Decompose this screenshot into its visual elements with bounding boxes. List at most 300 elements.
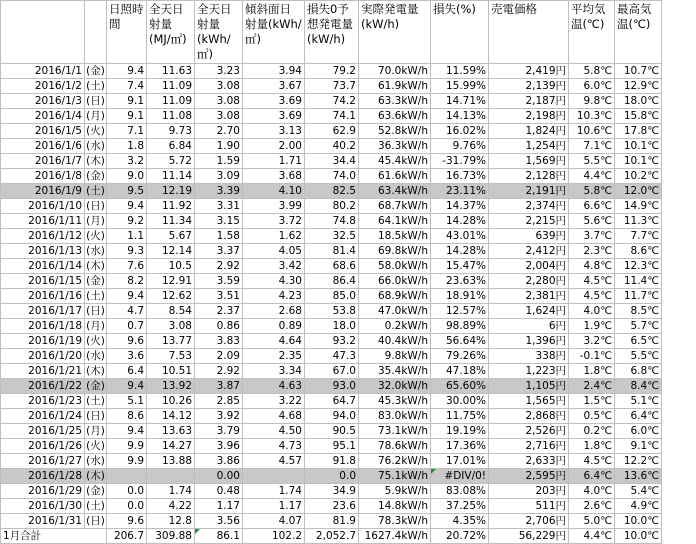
avg-temp-cell[interactable]: 0.2℃ (569, 424, 615, 439)
loss-cell[interactable]: 14.71% (431, 94, 489, 109)
date-cell[interactable]: 2016/1/28 (1, 469, 85, 484)
irradiation-mj-cell[interactable]: 13.63 (147, 424, 195, 439)
irradiation-mj-cell[interactable]: 12.8 (147, 514, 195, 529)
tilt-irradiation-cell[interactable]: 1.17 (243, 499, 305, 514)
avg-temp-cell[interactable]: 3.7℃ (569, 229, 615, 244)
loss-cell[interactable]: #DIV/0! (431, 469, 489, 484)
loss-cell[interactable]: 14.28% (431, 244, 489, 259)
actual-cell[interactable]: 5.9kW/h (359, 484, 431, 499)
avg-temp-cell[interactable]: 10.6℃ (569, 124, 615, 139)
sunshine-cell[interactable]: 9.6 (107, 514, 147, 529)
max-temp-cell[interactable]: 10.2℃ (615, 169, 662, 184)
max-temp-cell[interactable]: 6.4℃ (615, 409, 662, 424)
loss-cell[interactable]: 37.25% (431, 499, 489, 514)
tilt-irradiation-cell[interactable]: 4.50 (243, 424, 305, 439)
sunshine-cell[interactable]: 9.1 (107, 109, 147, 124)
sunshine-cell[interactable]: 9.4 (107, 379, 147, 394)
tilt-irradiation-cell[interactable]: 4.05 (243, 244, 305, 259)
sunshine-cell[interactable]: 3.6 (107, 349, 147, 364)
tilt-irradiation-cell[interactable]: 3.68 (243, 169, 305, 184)
sunshine-cell[interactable]: 9.4 (107, 424, 147, 439)
sunshine-cell[interactable]: 0.0 (107, 484, 147, 499)
weekday-cell[interactable]: (日) (86, 409, 105, 422)
price-cell[interactable]: 1,569円 (489, 154, 569, 169)
max-temp-cell[interactable]: 7.7℃ (615, 229, 662, 244)
date-cell[interactable]: 2016/1/7 (1, 154, 85, 169)
sunshine-cell[interactable]: 4.7 (107, 304, 147, 319)
irradiation-kwh-cell[interactable]: 3.96 (195, 439, 243, 454)
loss-cell[interactable]: 98.89% (431, 319, 489, 334)
sunshine-cell[interactable]: 0.0 (107, 499, 147, 514)
irradiation-mj-cell[interactable]: 4.22 (147, 499, 195, 514)
weekday-cell[interactable]: (金) (86, 484, 105, 497)
price-cell[interactable]: 1,105円 (489, 379, 569, 394)
date-cell[interactable]: 2016/1/17 (1, 304, 85, 319)
predicted-cell[interactable]: 93.2 (305, 334, 359, 349)
weekday-cell[interactable]: (水) (86, 454, 105, 467)
predicted-cell[interactable]: 18.0 (305, 319, 359, 334)
actual-cell[interactable]: 45.4kW/h (359, 154, 431, 169)
avg-temp-cell[interactable]: 5.5℃ (569, 154, 615, 169)
irradiation-kwh-cell[interactable]: 3.37 (195, 244, 243, 259)
irradiation-kwh-cell[interactable]: 3.87 (195, 379, 243, 394)
date-cell[interactable]: 2016/1/10 (1, 199, 85, 214)
max-temp-cell[interactable]: 10.7℃ (615, 64, 662, 79)
weekday-cell[interactable]: (土) (86, 499, 105, 512)
max-temp-cell[interactable]: 10.1℃ (615, 139, 662, 154)
date-cell[interactable]: 2016/1/12 (1, 229, 85, 244)
weekday-cell[interactable]: (火) (86, 334, 105, 347)
max-temp-cell[interactable]: 11.7℃ (615, 289, 662, 304)
actual-cell[interactable]: 63.6kW/h (359, 109, 431, 124)
irradiation-mj-cell[interactable]: 11.34 (147, 214, 195, 229)
price-cell[interactable]: 2,139円 (489, 79, 569, 94)
predicted-cell[interactable]: 90.5 (305, 424, 359, 439)
irradiation-kwh-cell[interactable]: 0.86 (195, 319, 243, 334)
price-cell[interactable]: 1,565円 (489, 394, 569, 409)
date-cell[interactable]: 2016/1/21 (1, 364, 85, 379)
loss-cell[interactable]: 14.13% (431, 109, 489, 124)
date-cell[interactable]: 2016/1/25 (1, 424, 85, 439)
loss-cell[interactable]: 18.91% (431, 289, 489, 304)
irradiation-mj-cell[interactable]: 13.77 (147, 334, 195, 349)
loss-cell[interactable]: 12.57% (431, 304, 489, 319)
loss-cell[interactable]: 14.28% (431, 214, 489, 229)
loss-cell[interactable]: 19.19% (431, 424, 489, 439)
sunshine-cell[interactable]: 1.1 (107, 229, 147, 244)
loss-cell[interactable]: 56.64% (431, 334, 489, 349)
max-temp-cell[interactable]: 10.1℃ (615, 154, 662, 169)
sunshine-cell[interactable]: 9.6 (107, 334, 147, 349)
max-temp-cell[interactable]: 5.5℃ (615, 349, 662, 364)
loss-cell[interactable]: 47.18% (431, 364, 489, 379)
total-sunshine[interactable]: 206.7 (107, 529, 147, 544)
irradiation-kwh-cell[interactable]: 2.37 (195, 304, 243, 319)
max-temp-cell[interactable]: 11.4℃ (615, 274, 662, 289)
predicted-cell[interactable]: 34.4 (305, 154, 359, 169)
tilt-irradiation-cell[interactable]: 3.13 (243, 124, 305, 139)
avg-temp-cell[interactable]: 0.5℃ (569, 409, 615, 424)
max-temp-cell[interactable]: 8.6℃ (615, 244, 662, 259)
irradiation-mj-cell[interactable]: 11.92 (147, 199, 195, 214)
max-temp-cell[interactable]: 12.9℃ (615, 79, 662, 94)
avg-temp-cell[interactable]: 5.0℃ (569, 514, 615, 529)
irradiation-kwh-cell[interactable]: 2.85 (195, 394, 243, 409)
total-max-temp[interactable]: 10.0℃ (615, 529, 662, 544)
loss-cell[interactable]: 23.11% (431, 184, 489, 199)
price-cell[interactable]: 2,706円 (489, 514, 569, 529)
total-actual[interactable]: 1627.4kW/h (359, 529, 431, 544)
total-loss[interactable]: 20.72% (431, 529, 489, 544)
header-cell-actual[interactable]: 実際発電量(kW/h) (359, 1, 431, 64)
irradiation-mj-cell[interactable]: 11.08 (147, 109, 195, 124)
max-temp-cell[interactable]: 6.0℃ (615, 424, 662, 439)
date-cell[interactable]: 2016/1/13 (1, 244, 85, 259)
total-avg-temp[interactable]: 4.4℃ (569, 529, 615, 544)
price-cell[interactable]: 2,215円 (489, 214, 569, 229)
irradiation-mj-cell[interactable]: 12.91 (147, 274, 195, 289)
weekday-cell[interactable]: (木) (86, 259, 105, 272)
max-temp-cell[interactable]: 13.6℃ (615, 469, 662, 484)
date-cell[interactable]: 2016/1/15 (1, 274, 85, 289)
irradiation-kwh-cell[interactable]: 3.08 (195, 94, 243, 109)
date-cell[interactable]: 2016/1/1 (1, 64, 85, 79)
date-cell[interactable]: 2016/1/26 (1, 439, 85, 454)
irradiation-mj-cell[interactable]: 5.67 (147, 229, 195, 244)
date-cell[interactable]: 2016/1/5 (1, 124, 85, 139)
max-temp-cell[interactable]: 5.1℃ (615, 394, 662, 409)
predicted-cell[interactable]: 74.8 (305, 214, 359, 229)
max-temp-cell[interactable]: 9.1℃ (615, 439, 662, 454)
header-cell-loss[interactable]: 損失(%) (431, 1, 489, 64)
loss-cell[interactable]: 15.99% (431, 79, 489, 94)
tilt-irradiation-cell[interactable]: 3.69 (243, 94, 305, 109)
avg-temp-cell[interactable]: 1.8℃ (569, 439, 615, 454)
sunshine-cell[interactable]: 3.2 (107, 154, 147, 169)
irradiation-kwh-cell[interactable]: 1.90 (195, 139, 243, 154)
max-temp-cell[interactable]: 5.4℃ (615, 484, 662, 499)
irradiation-kwh-cell[interactable]: 3.83 (195, 334, 243, 349)
predicted-cell[interactable]: 85.0 (305, 289, 359, 304)
loss-cell[interactable]: 17.36% (431, 439, 489, 454)
irradiation-mj-cell[interactable]: 1.74 (147, 484, 195, 499)
total-price[interactable]: 56,229円 (489, 529, 569, 544)
date-cell[interactable]: 2016/1/9 (1, 184, 85, 199)
avg-temp-cell[interactable]: 4.5℃ (569, 274, 615, 289)
irradiation-kwh-cell[interactable]: 3.39 (195, 184, 243, 199)
header-cell-tilt-irradiation[interactable]: 傾斜面日射量(kWh/㎡) (243, 1, 305, 64)
price-cell[interactable]: 1,254円 (489, 139, 569, 154)
predicted-cell[interactable]: 79.2 (305, 64, 359, 79)
avg-temp-cell[interactable]: 2.3℃ (569, 244, 615, 259)
tilt-irradiation-cell[interactable]: 4.23 (243, 289, 305, 304)
actual-cell[interactable]: 66.0kW/h (359, 274, 431, 289)
irradiation-kwh-cell[interactable]: 3.79 (195, 424, 243, 439)
tilt-irradiation-cell[interactable]: 2.68 (243, 304, 305, 319)
sunshine-cell[interactable]: 0.7 (107, 319, 147, 334)
tilt-irradiation-cell[interactable]: 4.30 (243, 274, 305, 289)
predicted-cell[interactable]: 81.9 (305, 514, 359, 529)
avg-temp-cell[interactable]: 7.1℃ (569, 139, 615, 154)
actual-cell[interactable]: 76.2kW/h (359, 454, 431, 469)
date-cell[interactable]: 2016/1/20 (1, 349, 85, 364)
total-predicted[interactable]: 2,052.7 (305, 529, 359, 544)
actual-cell[interactable]: 40.4kW/h (359, 334, 431, 349)
irradiation-kwh-cell[interactable]: 2.09 (195, 349, 243, 364)
actual-cell[interactable]: 47.0kW/h (359, 304, 431, 319)
sunshine-cell[interactable]: 1.8 (107, 139, 147, 154)
tilt-irradiation-cell[interactable]: 4.57 (243, 454, 305, 469)
actual-cell[interactable]: 70.0kW/h (359, 64, 431, 79)
sunshine-cell[interactable]: 7.6 (107, 259, 147, 274)
actual-cell[interactable]: 9.8kW/h (359, 349, 431, 364)
actual-cell[interactable]: 78.3kW/h (359, 514, 431, 529)
sunshine-cell[interactable]: 7.4 (107, 79, 147, 94)
weekday-cell[interactable]: (水) (86, 244, 105, 257)
sunshine-cell[interactable] (107, 469, 147, 484)
predicted-cell[interactable]: 62.9 (305, 124, 359, 139)
total-tilt-irradiation[interactable]: 102.2 (243, 529, 305, 544)
date-cell[interactable]: 2016/1/11 (1, 214, 85, 229)
sunshine-cell[interactable]: 9.3 (107, 244, 147, 259)
avg-temp-cell[interactable]: 3.2℃ (569, 334, 615, 349)
tilt-irradiation-cell[interactable]: 3.94 (243, 64, 305, 79)
loss-cell[interactable]: -31.79% (431, 154, 489, 169)
sunshine-cell[interactable]: 8.6 (107, 409, 147, 424)
irradiation-mj-cell[interactable]: 6.84 (147, 139, 195, 154)
irradiation-mj-cell[interactable] (147, 469, 195, 484)
weekday-cell[interactable]: (木) (86, 469, 105, 482)
max-temp-cell[interactable]: 17.8℃ (615, 124, 662, 139)
loss-cell[interactable]: 16.73% (431, 169, 489, 184)
date-cell[interactable]: 2016/1/18 (1, 319, 85, 334)
actual-cell[interactable]: 58.0kW/h (359, 259, 431, 274)
tilt-irradiation-cell[interactable]: 3.22 (243, 394, 305, 409)
predicted-cell[interactable]: 93.0 (305, 379, 359, 394)
weekday-cell[interactable]: (月) (86, 424, 105, 437)
avg-temp-cell[interactable]: 4.0℃ (569, 484, 615, 499)
avg-temp-cell[interactable]: 6.4℃ (569, 469, 615, 484)
tilt-irradiation-cell[interactable]: 2.35 (243, 349, 305, 364)
irradiation-mj-cell[interactable]: 13.92 (147, 379, 195, 394)
price-cell[interactable]: 2,412円 (489, 244, 569, 259)
tilt-irradiation-cell[interactable]: 3.69 (243, 109, 305, 124)
irradiation-kwh-cell[interactable]: 0.48 (195, 484, 243, 499)
max-temp-cell[interactable]: 4.9℃ (615, 499, 662, 514)
irradiation-mj-cell[interactable]: 12.14 (147, 244, 195, 259)
irradiation-mj-cell[interactable]: 11.14 (147, 169, 195, 184)
sunshine-cell[interactable]: 7.1 (107, 124, 147, 139)
loss-cell[interactable]: 16.02% (431, 124, 489, 139)
irradiation-kwh-cell[interactable]: 3.09 (195, 169, 243, 184)
avg-temp-cell[interactable]: 4.0℃ (569, 304, 615, 319)
weekday-cell[interactable]: (月) (86, 319, 105, 332)
actual-cell[interactable]: 18.5kW/h (359, 229, 431, 244)
irradiation-kwh-cell[interactable]: 3.15 (195, 214, 243, 229)
date-cell[interactable]: 2016/1/3 (1, 94, 85, 109)
weekday-cell[interactable]: (金) (86, 169, 105, 182)
irradiation-mj-cell[interactable]: 14.27 (147, 439, 195, 454)
actual-cell[interactable]: 68.7kW/h (359, 199, 431, 214)
price-cell[interactable]: 338円 (489, 349, 569, 364)
actual-cell[interactable]: 63.4kW/h (359, 184, 431, 199)
avg-temp-cell[interactable]: 2.6℃ (569, 499, 615, 514)
irradiation-mj-cell[interactable]: 3.08 (147, 319, 195, 334)
predicted-cell[interactable]: 64.7 (305, 394, 359, 409)
tilt-irradiation-cell[interactable]: 4.07 (243, 514, 305, 529)
price-cell[interactable]: 1,396円 (489, 334, 569, 349)
loss-cell[interactable]: 17.01% (431, 454, 489, 469)
avg-temp-cell[interactable]: 5.8℃ (569, 184, 615, 199)
irradiation-mj-cell[interactable]: 14.12 (147, 409, 195, 424)
avg-temp-cell[interactable]: 6.6℃ (569, 199, 615, 214)
max-temp-cell[interactable]: 15.8℃ (615, 109, 662, 124)
irradiation-kwh-cell[interactable]: 3.08 (195, 109, 243, 124)
predicted-cell[interactable]: 68.6 (305, 259, 359, 274)
price-cell[interactable]: 2,004円 (489, 259, 569, 274)
actual-cell[interactable]: 36.3kW/h (359, 139, 431, 154)
loss-cell[interactable]: 9.76% (431, 139, 489, 154)
irradiation-kwh-cell[interactable]: 3.08 (195, 79, 243, 94)
price-cell[interactable]: 2,374円 (489, 199, 569, 214)
irradiation-mj-cell[interactable]: 11.09 (147, 94, 195, 109)
tilt-irradiation-cell[interactable]: 4.63 (243, 379, 305, 394)
predicted-cell[interactable]: 86.4 (305, 274, 359, 289)
price-cell[interactable]: 203円 (489, 484, 569, 499)
weekday-cell[interactable]: (土) (86, 394, 105, 407)
total-irradiation-kwh[interactable]: 86.1 (195, 529, 243, 544)
sunshine-cell[interactable]: 9.1 (107, 94, 147, 109)
price-cell[interactable]: 2,280円 (489, 274, 569, 289)
actual-cell[interactable]: 45.3kW/h (359, 394, 431, 409)
tilt-irradiation-cell[interactable]: 3.72 (243, 214, 305, 229)
sunshine-cell[interactable]: 9.4 (107, 289, 147, 304)
date-cell[interactable]: 2016/1/30 (1, 499, 85, 514)
actual-cell[interactable]: 83.0kW/h (359, 409, 431, 424)
tilt-irradiation-cell[interactable]: 3.34 (243, 364, 305, 379)
irradiation-kwh-cell[interactable]: 3.92 (195, 409, 243, 424)
weekday-cell[interactable]: (火) (86, 124, 105, 137)
sunshine-cell[interactable]: 9.9 (107, 439, 147, 454)
tilt-irradiation-cell[interactable]: 3.67 (243, 79, 305, 94)
predicted-cell[interactable]: 80.2 (305, 199, 359, 214)
date-cell[interactable]: 2016/1/31 (1, 514, 85, 529)
weekday-cell[interactable]: (日) (86, 304, 105, 317)
sunshine-cell[interactable]: 9.0 (107, 169, 147, 184)
actual-cell[interactable]: 61.6kW/h (359, 169, 431, 184)
predicted-cell[interactable]: 95.1 (305, 439, 359, 454)
actual-cell[interactable]: 78.6kW/h (359, 439, 431, 454)
irradiation-kwh-cell[interactable]: 3.51 (195, 289, 243, 304)
irradiation-kwh-cell[interactable]: 0.00 (195, 469, 243, 484)
predicted-cell[interactable]: 73.7 (305, 79, 359, 94)
avg-temp-cell[interactable]: 9.8℃ (569, 94, 615, 109)
price-cell[interactable]: 1,824円 (489, 124, 569, 139)
predicted-cell[interactable]: 81.4 (305, 244, 359, 259)
date-cell[interactable]: 2016/1/27 (1, 454, 85, 469)
avg-temp-cell[interactable]: 10.3℃ (569, 109, 615, 124)
loss-cell[interactable]: 11.75% (431, 409, 489, 424)
irradiation-kwh-cell[interactable]: 1.58 (195, 229, 243, 244)
price-cell[interactable]: 639円 (489, 229, 569, 244)
price-cell[interactable]: 2,419円 (489, 64, 569, 79)
header-cell-weekday[interactable] (85, 1, 107, 64)
price-cell[interactable]: 2,191円 (489, 184, 569, 199)
price-cell[interactable]: 2,198円 (489, 109, 569, 124)
irradiation-kwh-cell[interactable]: 3.56 (195, 514, 243, 529)
sunshine-cell[interactable]: 6.4 (107, 364, 147, 379)
weekday-cell[interactable]: (土) (86, 184, 105, 197)
header-cell-max-temp[interactable]: 最高気温(℃) (615, 1, 662, 64)
max-temp-cell[interactable]: 14.9℃ (615, 199, 662, 214)
max-temp-cell[interactable]: 10.0℃ (615, 514, 662, 529)
max-temp-cell[interactable]: 6.8℃ (615, 364, 662, 379)
max-temp-cell[interactable]: 6.5℃ (615, 334, 662, 349)
predicted-cell[interactable]: 23.6 (305, 499, 359, 514)
price-cell[interactable]: 2,716円 (489, 439, 569, 454)
actual-cell[interactable]: 0.2kW/h (359, 319, 431, 334)
weekday-cell[interactable]: (火) (86, 229, 105, 242)
sunshine-cell[interactable]: 9.4 (107, 199, 147, 214)
tilt-irradiation-cell[interactable]: 3.42 (243, 259, 305, 274)
price-cell[interactable]: 1,624円 (489, 304, 569, 319)
avg-temp-cell[interactable]: 6.0℃ (569, 79, 615, 94)
actual-cell[interactable]: 69.8kW/h (359, 244, 431, 259)
price-cell[interactable]: 2,633円 (489, 454, 569, 469)
loss-cell[interactable]: 11.59% (431, 64, 489, 79)
loss-cell[interactable]: 4.35% (431, 514, 489, 529)
price-cell[interactable]: 2,187円 (489, 94, 569, 109)
total-label[interactable]: 1月合計 (1, 529, 107, 544)
price-cell[interactable]: 6円 (489, 319, 569, 334)
weekday-cell[interactable]: (木) (86, 364, 105, 377)
weekday-cell[interactable]: (金) (86, 274, 105, 287)
date-cell[interactable]: 2016/1/23 (1, 394, 85, 409)
loss-cell[interactable]: 15.47% (431, 259, 489, 274)
actual-cell[interactable]: 32.0kW/h (359, 379, 431, 394)
tilt-irradiation-cell[interactable] (243, 469, 305, 484)
irradiation-mj-cell[interactable]: 10.26 (147, 394, 195, 409)
actual-cell[interactable]: 63.3kW/h (359, 94, 431, 109)
avg-temp-cell[interactable]: 1.9℃ (569, 319, 615, 334)
loss-cell[interactable]: 30.00% (431, 394, 489, 409)
weekday-cell[interactable]: (日) (86, 199, 105, 212)
predicted-cell[interactable]: 40.2 (305, 139, 359, 154)
max-temp-cell[interactable]: 18.0℃ (615, 94, 662, 109)
predicted-cell[interactable]: 53.8 (305, 304, 359, 319)
sunshine-cell[interactable]: 8.2 (107, 274, 147, 289)
max-temp-cell[interactable]: 12.2℃ (615, 454, 662, 469)
actual-cell[interactable]: 52.8kW/h (359, 124, 431, 139)
predicted-cell[interactable]: 0.0 (305, 469, 359, 484)
actual-cell[interactable]: 35.4kW/h (359, 364, 431, 379)
tilt-irradiation-cell[interactable]: 4.68 (243, 409, 305, 424)
irradiation-kwh-cell[interactable]: 2.92 (195, 364, 243, 379)
predicted-cell[interactable]: 74.0 (305, 169, 359, 184)
tilt-irradiation-cell[interactable]: 4.73 (243, 439, 305, 454)
avg-temp-cell[interactable]: 1.8℃ (569, 364, 615, 379)
weekday-cell[interactable]: (火) (86, 439, 105, 452)
max-temp-cell[interactable]: 5.7℃ (615, 319, 662, 334)
irradiation-mj-cell[interactable]: 11.09 (147, 79, 195, 94)
price-cell[interactable]: 511円 (489, 499, 569, 514)
predicted-cell[interactable]: 47.3 (305, 349, 359, 364)
header-cell-date[interactable] (1, 1, 85, 64)
irradiation-mj-cell[interactable]: 11.63 (147, 64, 195, 79)
avg-temp-cell[interactable]: -0.1℃ (569, 349, 615, 364)
irradiation-mj-cell[interactable]: 13.88 (147, 454, 195, 469)
weekday-cell[interactable]: (水) (86, 349, 105, 362)
